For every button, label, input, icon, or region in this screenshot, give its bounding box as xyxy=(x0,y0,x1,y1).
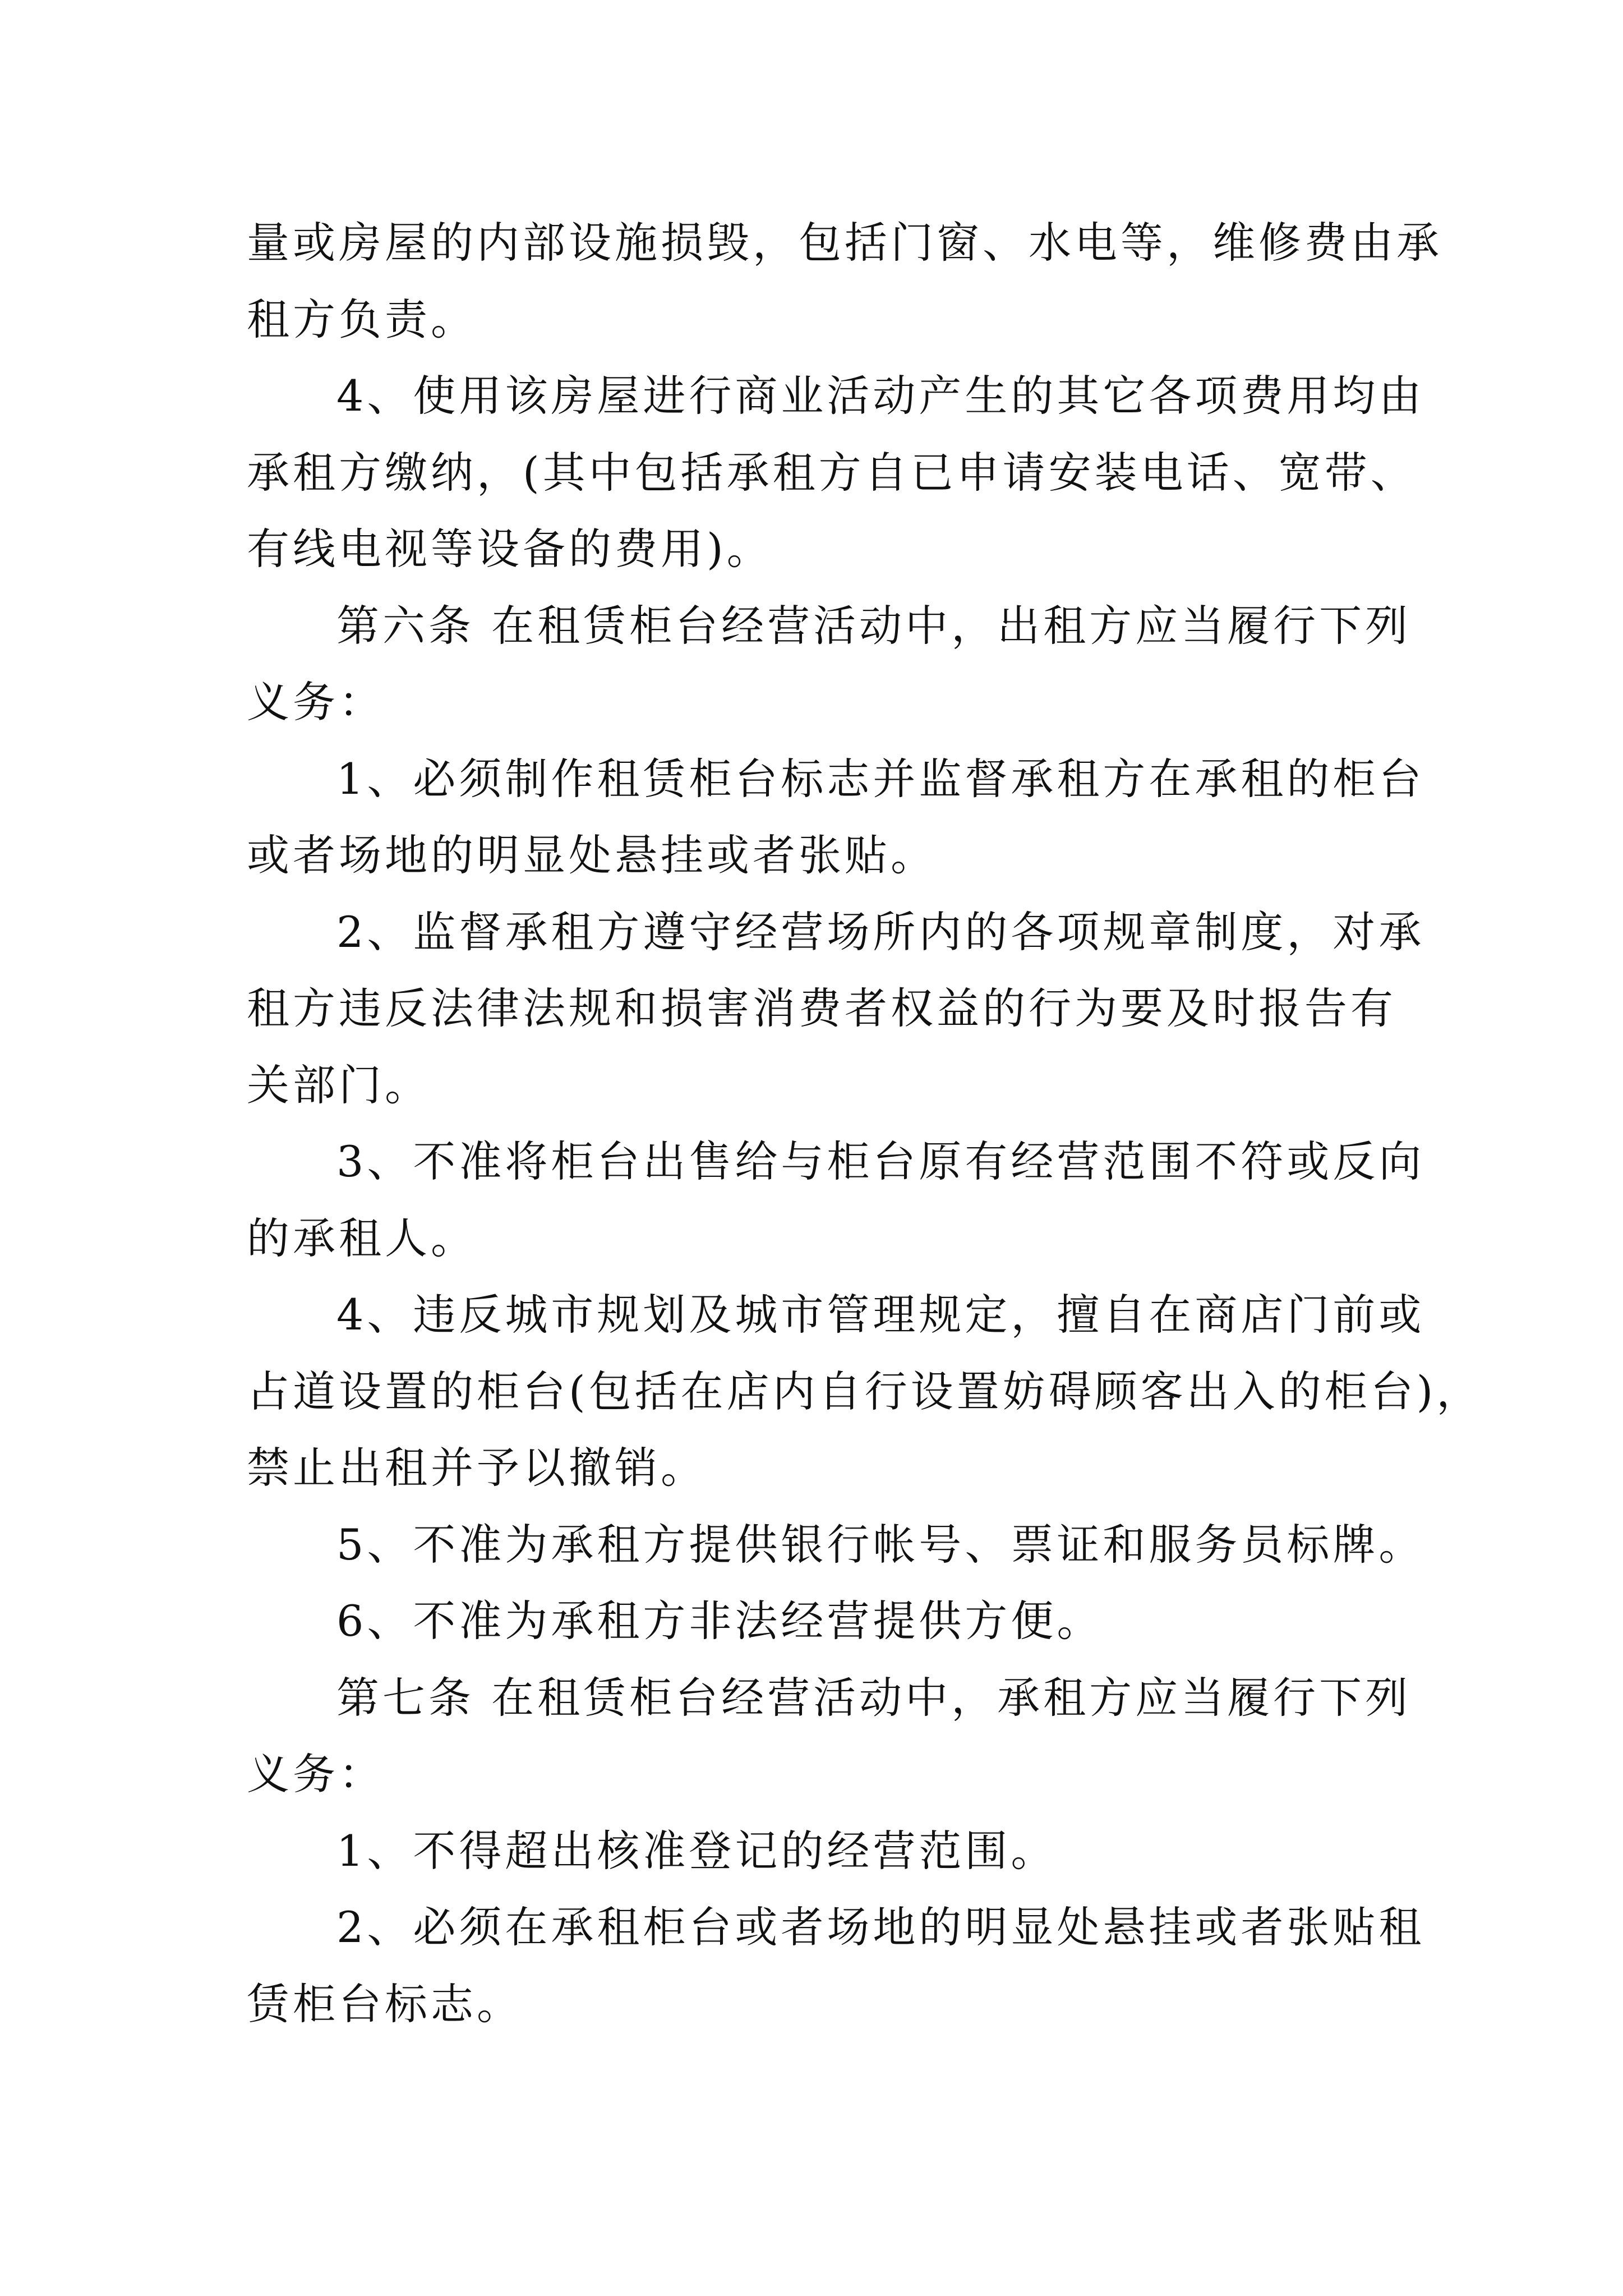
text-line: 4、使用该房屋进行商业活动产生的其它各项费用均由 xyxy=(336,371,1425,421)
text-line: 禁止出租并予以撤销。 xyxy=(247,1443,707,1493)
text-line: 2、监督承租方遵守经营场所内的各项规章制度，对承 xyxy=(336,907,1425,957)
text-line: 1、不得超出核准登记的经营范围。 xyxy=(336,1825,1057,1876)
article-heading-line: 第六条 在租赁柜台经营活动中，出租方应当履行下列 xyxy=(336,600,1412,651)
text-line: 占道设置的柜台(包括在店内自行设置妨碍顾客出入的柜台)， xyxy=(247,1366,1483,1416)
text-line: 租方违反法律法规和损害消费者权益的行为要及时报告有 xyxy=(247,983,1396,1033)
text-line: 关部门。 xyxy=(247,1060,431,1110)
text-line: 赁柜台标志。 xyxy=(247,1978,523,2029)
text-line: 的承租人。 xyxy=(247,1213,477,1263)
text-line: 4、违反城市规划及城市管理规定，擅自在商店门前或 xyxy=(336,1290,1425,1340)
text-line: 6、不准为承租方非法经营提供方便。 xyxy=(336,1596,1103,1646)
text-line: 3、不准将柜台出售给与柜台原有经营范围不符或反向 xyxy=(336,1137,1425,1186)
text-line: 有线电视等设备的费用)。 xyxy=(247,524,773,574)
text-line: 1、必须制作租赁柜台标志并监督承租方在承租的柜台 xyxy=(336,753,1425,804)
text-line: 租方负责。 xyxy=(247,294,477,344)
text-line: 义务： xyxy=(247,1749,385,1799)
text-line: 量或房屋的内部设施损毁，包括门窗、水电等，维修费由承 xyxy=(247,218,1442,268)
text-line: 2、必须在承租柜台或者场地的明显处悬挂或者张贴租 xyxy=(336,1902,1425,1952)
article-heading-line: 第七条 在租赁柜台经营活动中，承租方应当履行下列 xyxy=(336,1672,1412,1723)
text-line: 承租方缴纳，(其中包括承租方自已申请安装电话、宽带、 xyxy=(247,447,1417,498)
document-body xyxy=(247,205,1483,2042)
text-line: 5、不准为承租方提供银行帐号、票证和服务员标牌。 xyxy=(336,1519,1425,1570)
text-line: 义务： xyxy=(247,677,385,727)
text-line: 或者场地的明显处悬挂或者张贴。 xyxy=(247,830,937,880)
